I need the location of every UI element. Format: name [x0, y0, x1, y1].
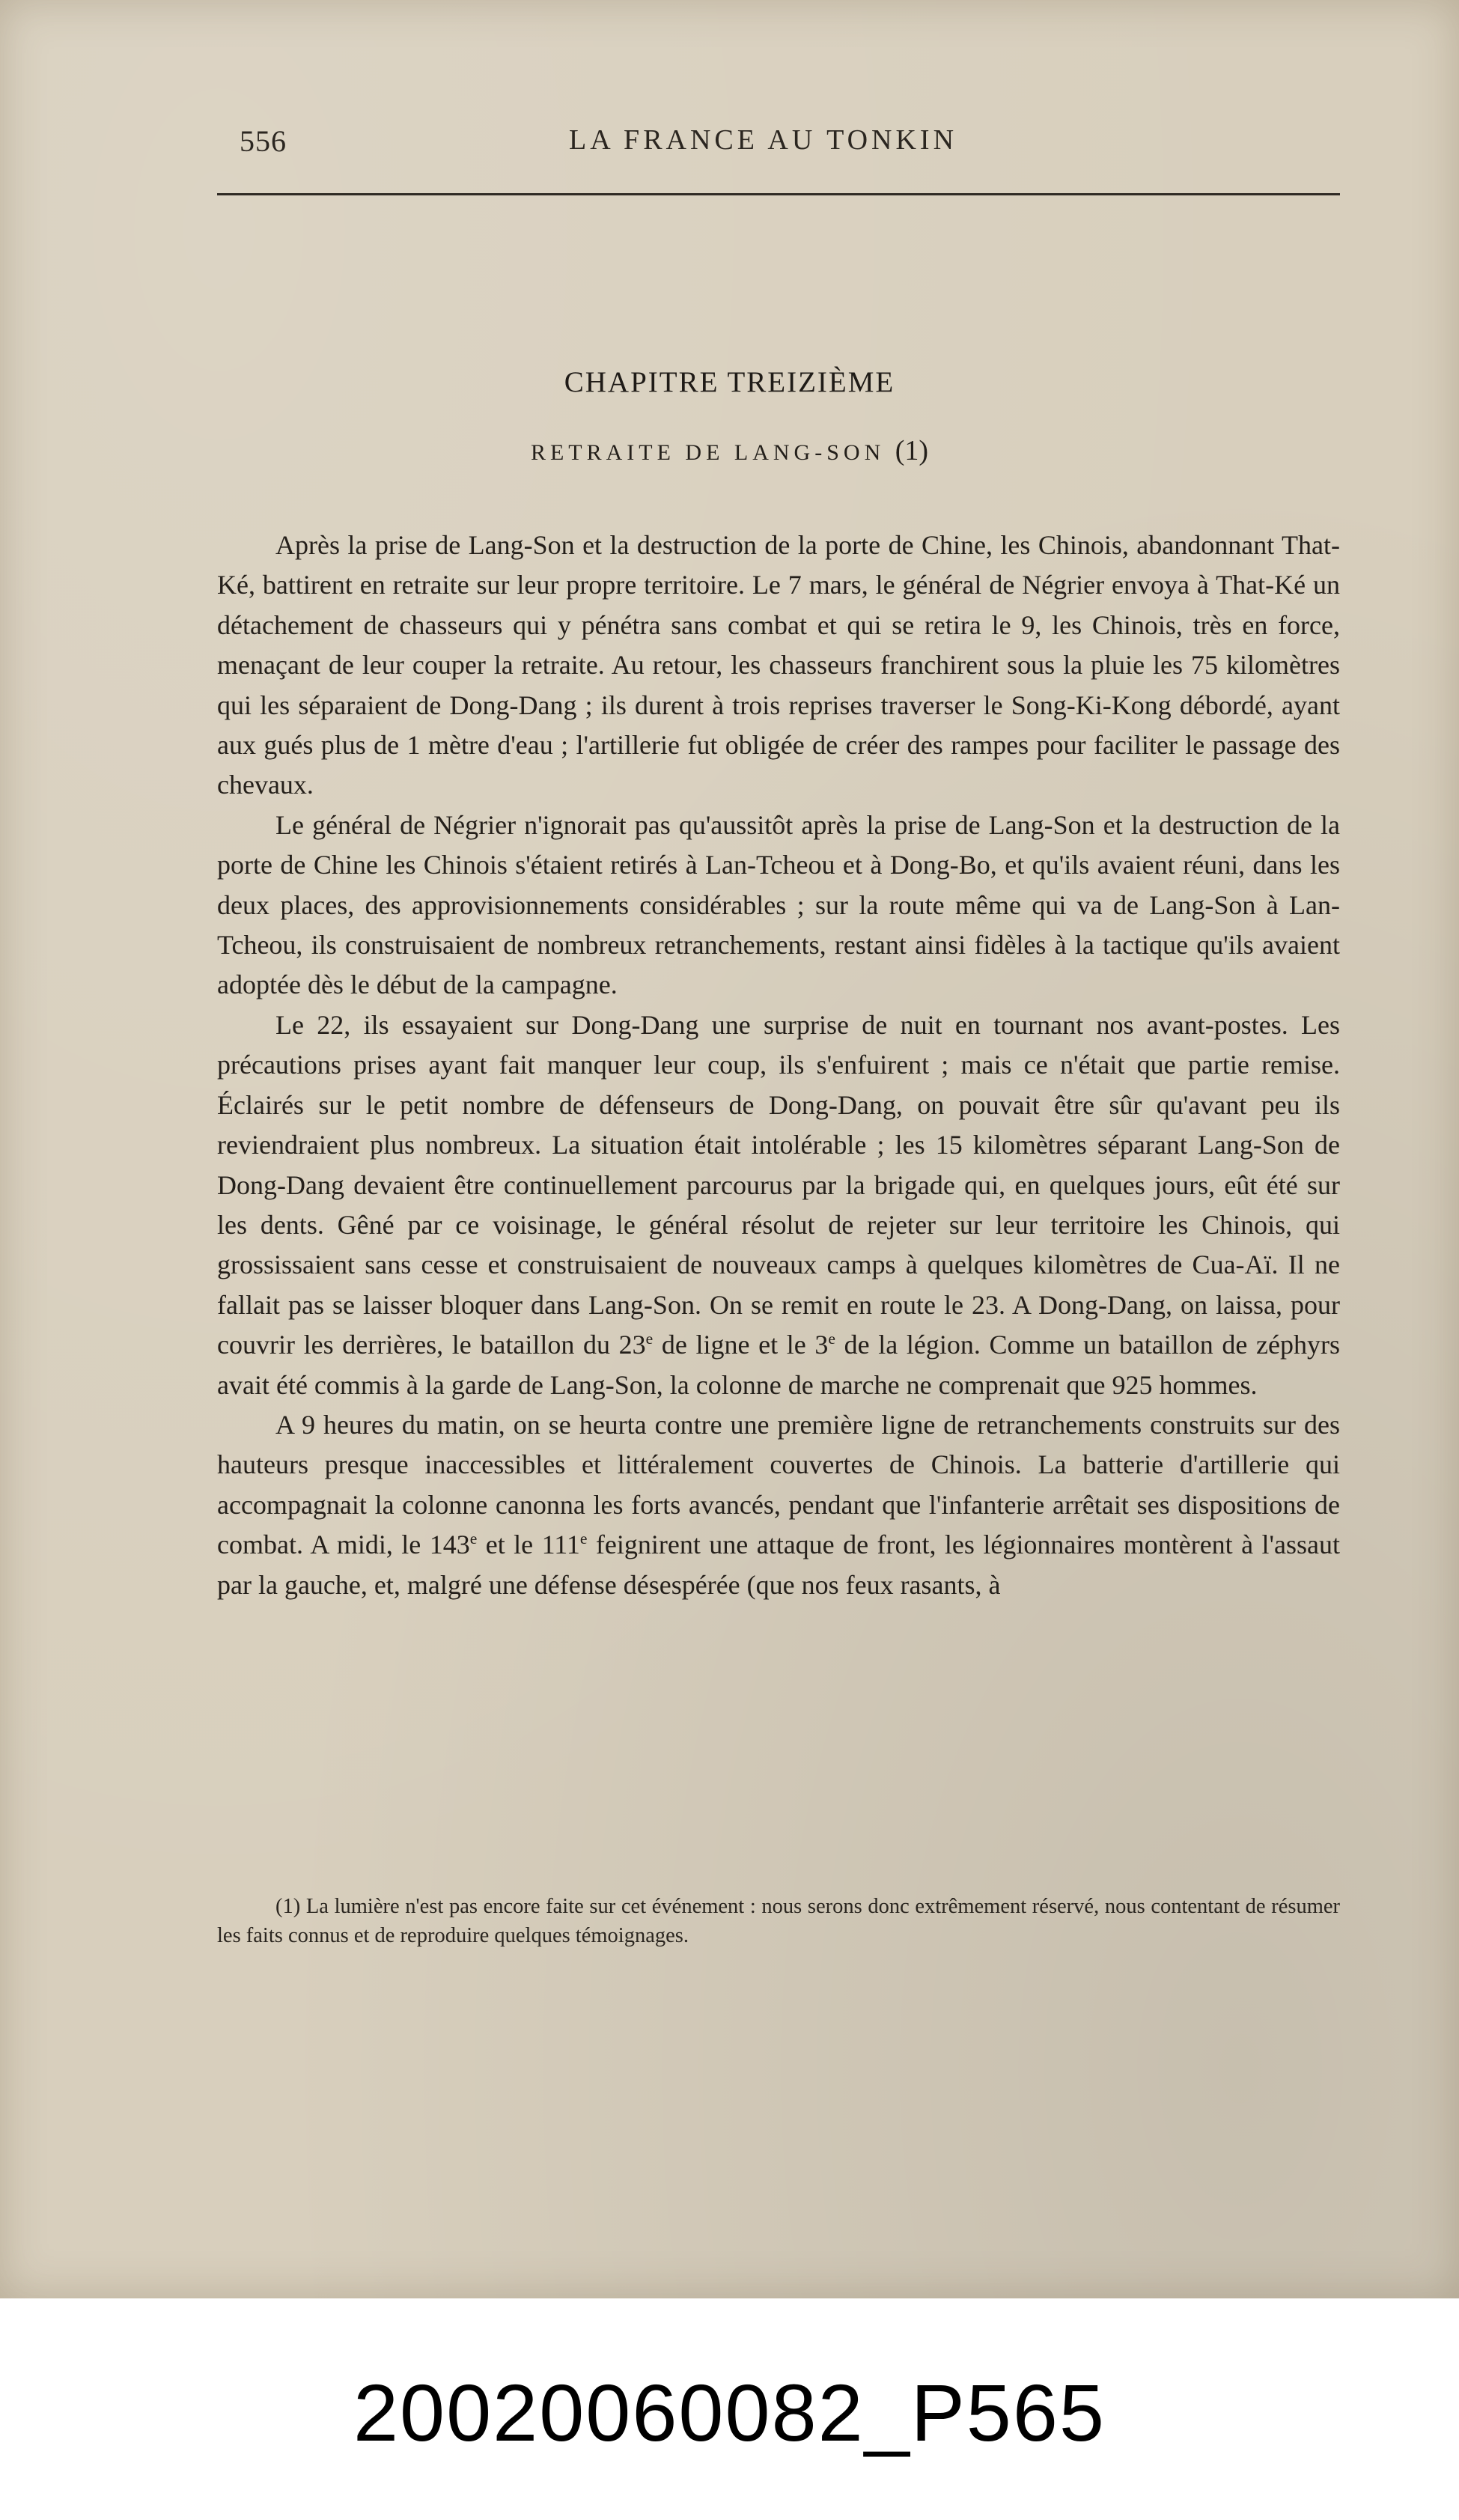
- running-title: LA FRANCE AU TONKIN: [569, 124, 958, 156]
- paragraph-3: [217, 1005, 1340, 1405]
- paragraph-3-part-1: Le 22, ils essayaient sur Dong-Dang une surprise de nuit en tournant nos avant-postes. Les précautions prises ayant fait manquer leur coup, ils s'enfuirent ; mais ce n'était que partie remise. Éclairés sur le petit nombre de défenseurs de Dong-Dang, on pouvait être sûr qu'avant peu ils reviendraient plus nombreux. La situation était intolérable ; les 15 kilomètres séparant Lang-Son de Dong-Dang devaient être continuellement parcourus par la brigade qui, en quelques jours, eût été sur les dents. Gêné par ce voisinage, le général résolut de rejeter sur leur territoire les Chinois, qui grossissaient sans cesse et construisaient de nouveaux camps à quelques kilomètres de Cua-Aï. Il ne fallait pas se laisser bloquer dans Lang-Son. On se remit en route le 23. A Dong-Dang, on laissa, pour couvrir les derrières, le bataillon du 23: [217, 1009, 1340, 1360]
- paragraph-4-part-2: et le 111: [477, 1530, 580, 1560]
- running-head: [217, 124, 1340, 168]
- footnote-reference: (1): [895, 435, 929, 466]
- paragraph-3-part-2: de ligne et le 3: [653, 1330, 829, 1360]
- chapter-subtitle-text: RETRAITE DE LANG-SON: [530, 440, 886, 465]
- header-rule: [217, 193, 1340, 195]
- paragraph-1: Après la prise de Lang-Son et la destruction de la porte de Chine, les Chinois, abandonnant That-Ké, battirent en retraite sur leur propre territoire. Le 7 mars, le général de Négrier envoya à That-Ké un détachement de chasseurs qui y pénétra sans combat et qui se retira le 9, les Chinois, très en force, menaçant de leur couper la retraite. Au retour, les chasseurs franchirent sous la pluie les 75 kilomètres qui les séparaient de Dong-Dang ; ils durent à trois reprises traverser le Song-Ki-Kong débordé, ayant aux gués plus de 1 mètre d'eau ; l'artillerie fut obligée de créer des rampes pour faciliter le passage des chevaux.: [217, 530, 1340, 800]
- page-number: 556: [240, 124, 287, 158]
- paragraph-2: Le général de Négrier n'ignorait pas qu'aussitôt après la prise de Lang-Son et la destruction de la porte de Chine les Chinois s'étaient retirés à Lan-Tcheou et à Dong-Bo, et qu'ils avaient réuni, dans les deux places, des approvisionnements considérables ; sur la route même qui va de Lang-Son à Lan-Tcheou, ils construisaient de nombreux retranchements, restant ainsi fidèles à la tactique qu'ils avaient adoptée dès le début de la campagne.: [217, 809, 1340, 1000]
- paragraph-4-part-3: feignirent une attaque de front, les légionnaires montèrent à l'assaut par la gauche, et, malgré une défense désespérée (que nos feux rasants, à: [217, 1530, 1340, 1600]
- chapter-title: CHAPITRE TREIZIÈME: [564, 366, 895, 398]
- chapter-subtitle: [0, 434, 1459, 467]
- paragraph-3-part-3: de la légion. Comme un bataillon de zéphyrs avait été commis à la garde de Lang-Son, la colonne de marche ne comprenait que 925 hommes.: [217, 1330, 1341, 1400]
- paragraph-4: [217, 1405, 1340, 1605]
- ordinal-superscript: e: [579, 1530, 588, 1548]
- ordinal-superscript: e: [469, 1530, 478, 1548]
- scan-identifier-caption: 20020060082_P565: [353, 2367, 1106, 2458]
- body-text: [217, 526, 1340, 1605]
- footnote: (1) La lumière n'est pas encore faite sur cet événement : nous serons donc extrêmement réservé, nous contentant de résumer les faits connus et de reproduire quelques témoignages.: [217, 1895, 1340, 1947]
- ordinal-superscript: e: [828, 1330, 836, 1348]
- paragraph-4-part-1: A 9 heures du matin, on se heurta contre une première ligne de retranchements construits sur des hauteurs presque inaccessibles et littéralement couvertes de Chinois. La batterie d'artillerie qui accompagnait la colonne canonna les forts avancés, pendant que l'infanterie arrêtait ses dispositions de combat. A midi, le 143: [217, 1409, 1340, 1560]
- ordinal-superscript: e: [645, 1330, 654, 1348]
